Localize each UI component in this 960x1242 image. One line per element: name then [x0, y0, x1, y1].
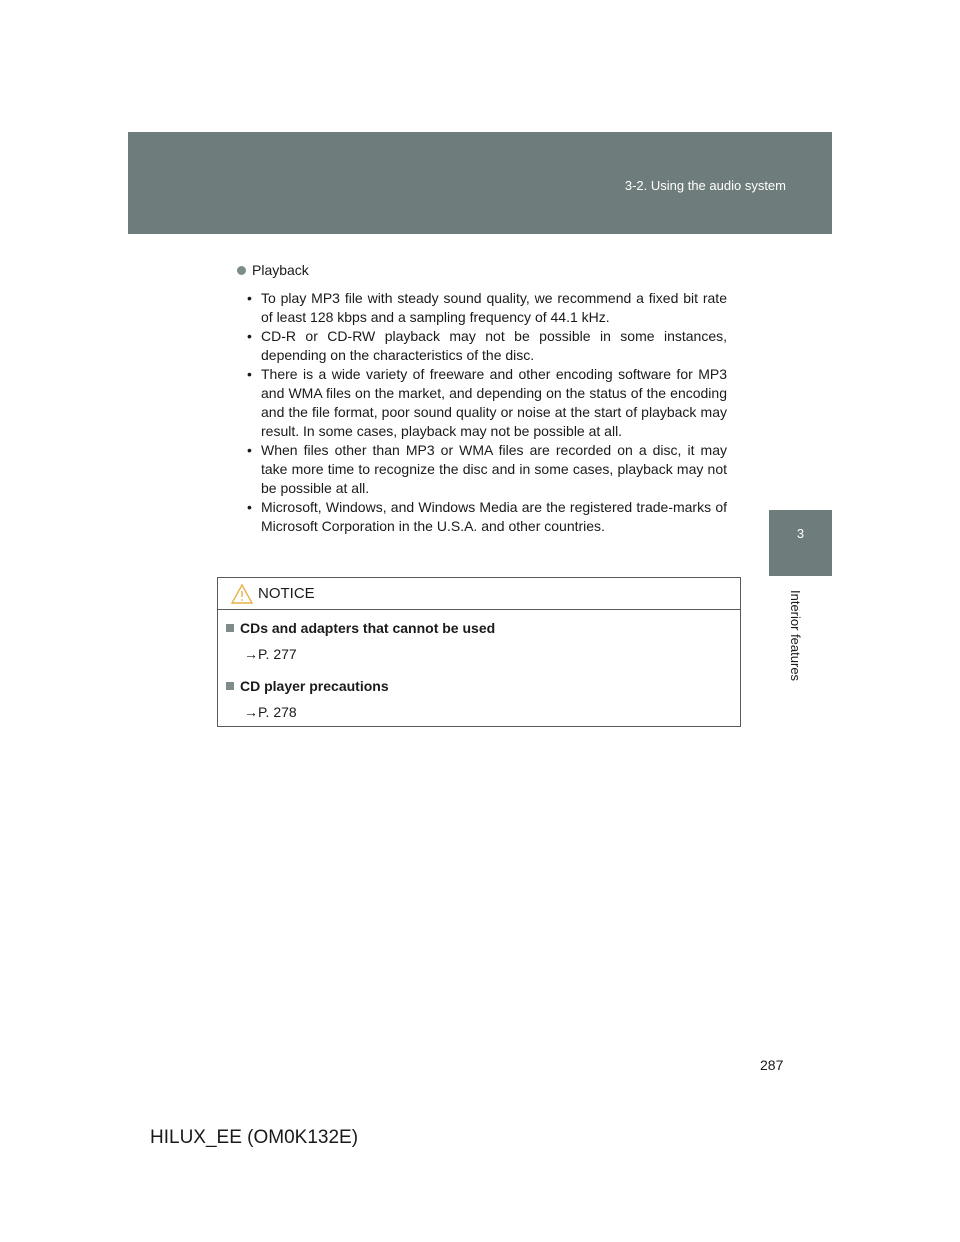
bullet-dot-icon: • — [247, 328, 252, 344]
notice-heading-text: CDs and adapters that cannot be used — [240, 620, 496, 636]
chapter-number: 3 — [796, 526, 805, 541]
list-item — [237, 289, 727, 327]
section-title: 3-2. Using the audio system — [624, 178, 786, 193]
notice-item-heading — [226, 676, 495, 696]
bullet-dot-icon: • — [247, 366, 252, 382]
page-number: 287 — [760, 1057, 784, 1073]
list-item — [237, 365, 727, 441]
list-item-text: Microsoft, Windows, and Windows Media are the registered trade-marks of Microsoft Corporation in the U.S.A. and other countries. — [261, 499, 727, 534]
list-item — [237, 327, 727, 365]
square-bullet-icon — [226, 624, 234, 632]
model-code: HILUX_EE (OM0K132E) — [150, 1127, 359, 1148]
notice-item-heading — [226, 618, 495, 638]
chapter-name: Interior features — [788, 590, 803, 682]
circle-bullet-icon — [237, 266, 246, 275]
playback-section — [237, 260, 727, 536]
list-item-text: There is a wide variety of freeware and other encoding software for MP3 and WMA files on the market, and depending on the status of the encoding and the file format, poor sound quality or noise at the start of playback may result. In some cases, playback may not be possible at all. — [261, 366, 727, 439]
bullet-dot-icon: • — [247, 290, 252, 306]
bullet-dot-icon: • — [247, 499, 252, 515]
notice-title: NOTICE — [258, 585, 315, 602]
notice-box — [217, 577, 741, 727]
warning-triangle-icon — [231, 584, 253, 604]
playback-heading: Playback — [252, 261, 309, 278]
chapter-tab — [769, 510, 832, 576]
page-reference-link[interactable]: →P. 277 — [244, 646, 297, 662]
chapter-header-bar — [128, 132, 832, 234]
page-reference-link[interactable]: →P. 278 — [244, 704, 297, 720]
list-item — [237, 441, 727, 498]
list-item-text: CD-R or CD-RW playback may not be possible in some instances, depending on the characteristics of the disc. — [261, 328, 727, 363]
playback-list — [237, 289, 727, 536]
list-item-text: To play MP3 file with steady sound quality, we recommend a fixed bit rate of least 128 kbps and a sampling frequency of 44.1 kHz. — [261, 290, 727, 325]
notice-header — [218, 578, 740, 610]
list-item-text: When files other than MP3 or WMA files are recorded on a disc, it may take more time to recognize the disc and in some cases, playback may not be possible at all. — [261, 442, 727, 496]
square-bullet-icon — [226, 682, 234, 690]
notice-heading-text: CD player precautions — [240, 678, 389, 694]
playback-heading-row — [237, 260, 727, 280]
bullet-dot-icon: • — [247, 442, 252, 458]
list-item — [237, 498, 727, 536]
notice-body — [226, 618, 495, 734]
